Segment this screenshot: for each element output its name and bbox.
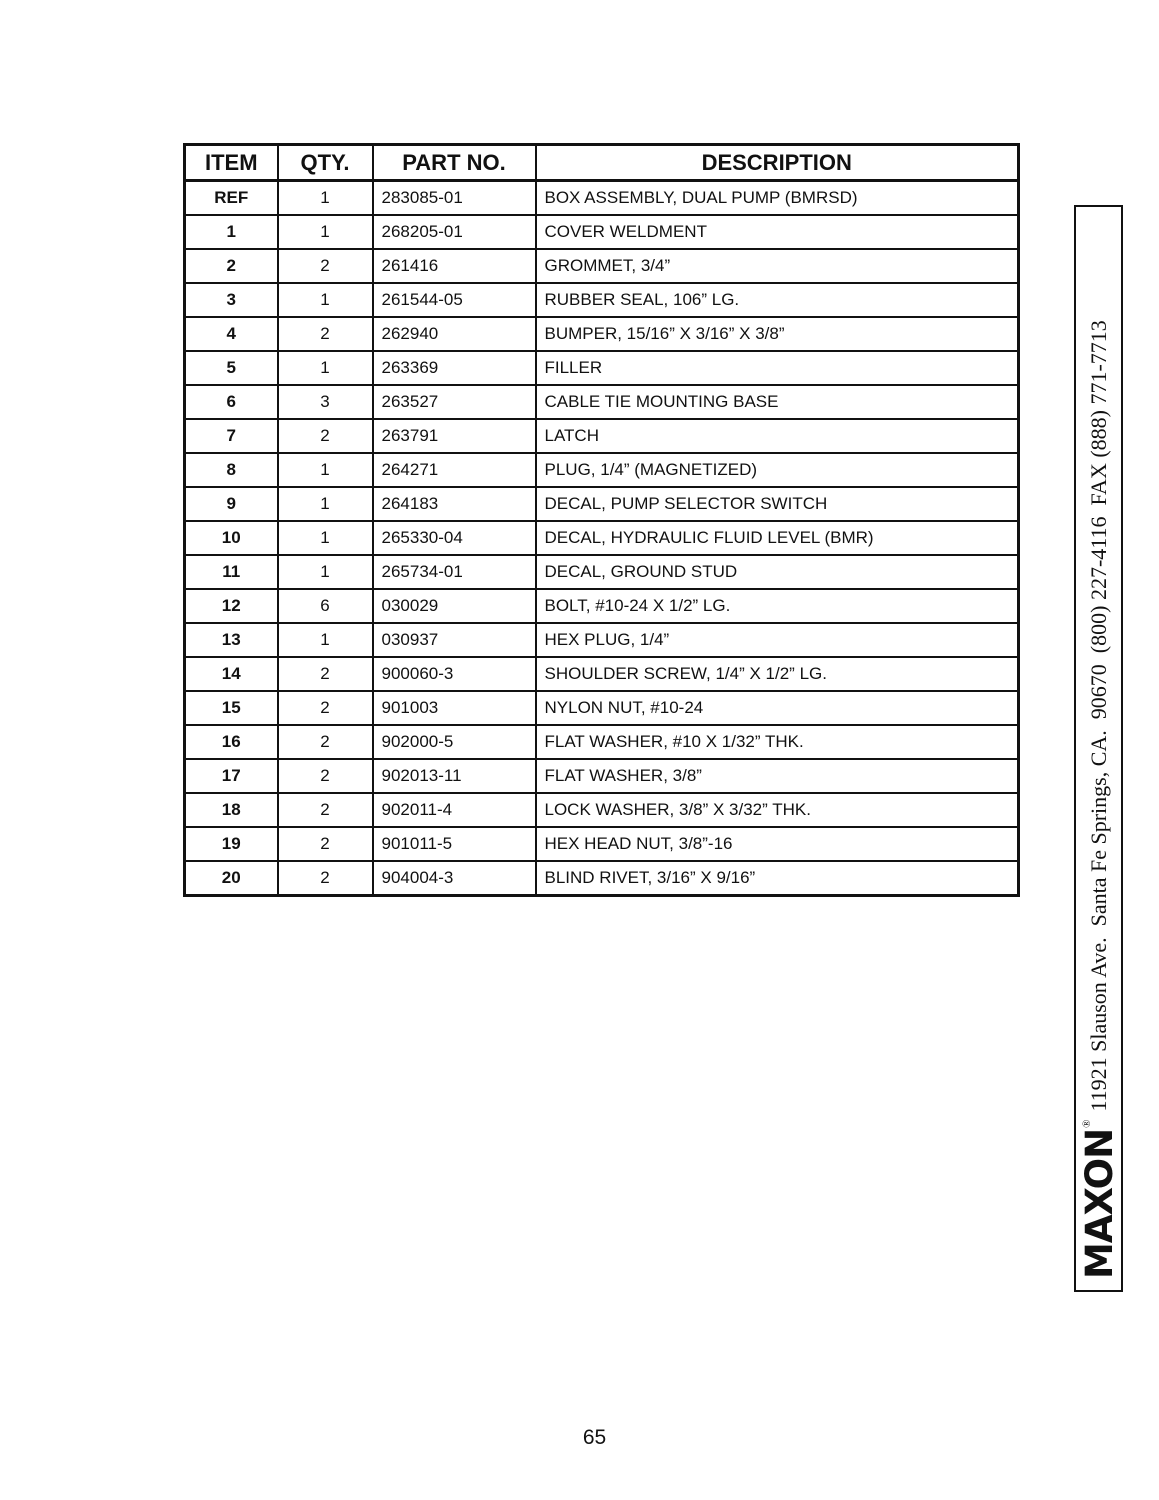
table-header-row (185, 145, 1019, 181)
table-row (185, 589, 1019, 623)
cell-description: BOLT, #10-24 X 1/2” LG. (536, 589, 1019, 623)
cell-description: CABLE TIE MOUNTING BASE (536, 385, 1019, 419)
table-body (185, 181, 1019, 896)
cell-item: 1 (185, 215, 278, 249)
table-row (185, 487, 1019, 521)
cell-description: HEX PLUG, 1/4” (536, 623, 1019, 657)
cell-qty: 3 (278, 385, 373, 419)
header-qty: QTY. (278, 145, 373, 181)
cell-qty: 1 (278, 623, 373, 657)
cell-item: REF (185, 181, 278, 216)
header-item: ITEM (185, 145, 278, 181)
header-part-no: PART NO. (373, 145, 536, 181)
cell-description: BOX ASSEMBLY, DUAL PUMP (BMRSD) (536, 181, 1019, 216)
cell-item: 7 (185, 419, 278, 453)
table-row (185, 419, 1019, 453)
cell-item: 8 (185, 453, 278, 487)
cell-item: 15 (185, 691, 278, 725)
cell-qty: 2 (278, 759, 373, 793)
table-row (185, 283, 1019, 317)
cell-description: GROMMET, 3/4” (536, 249, 1019, 283)
table-row (185, 793, 1019, 827)
cell-part-no: 030029 (373, 589, 536, 623)
cell-part-no: 030937 (373, 623, 536, 657)
cell-item: 4 (185, 317, 278, 351)
header-description: DESCRIPTION (536, 145, 1019, 181)
cell-item: 19 (185, 827, 278, 861)
cell-part-no: 265330-04 (373, 521, 536, 555)
cell-qty: 1 (278, 453, 373, 487)
cell-part-no: 263369 (373, 351, 536, 385)
cell-qty: 1 (278, 283, 373, 317)
cell-qty: 2 (278, 317, 373, 351)
table-row (185, 521, 1019, 555)
cell-qty: 2 (278, 249, 373, 283)
table-row (185, 385, 1019, 419)
table-row (185, 317, 1019, 351)
cell-part-no: 902013-11 (373, 759, 536, 793)
cell-description: DECAL, HYDRAULIC FLUID LEVEL (BMR) (536, 521, 1019, 555)
page-number: 65 (582, 1426, 607, 1449)
cell-description: NYLON NUT, #10-24 (536, 691, 1019, 725)
cell-qty: 1 (278, 351, 373, 385)
cell-item: 12 (185, 589, 278, 623)
table-row (185, 861, 1019, 896)
table-row (185, 623, 1019, 657)
cell-description: PLUG, 1/4” (MAGNETIZED) (536, 453, 1019, 487)
cell-description: COVER WELDMENT (536, 215, 1019, 249)
maxon-logo: MAXON (1077, 1128, 1120, 1279)
table-row (185, 555, 1019, 589)
cell-part-no: 264271 (373, 453, 536, 487)
cell-description: LATCH (536, 419, 1019, 453)
cell-qty: 2 (278, 657, 373, 691)
table-row (185, 657, 1019, 691)
cell-qty: 1 (278, 521, 373, 555)
cell-part-no: 283085-01 (373, 181, 536, 216)
cell-part-no: 900060-3 (373, 657, 536, 691)
cell-part-no: 263527 (373, 385, 536, 419)
table-row (185, 691, 1019, 725)
cell-description: DECAL, GROUND STUD (536, 555, 1019, 589)
cell-qty: 1 (278, 215, 373, 249)
cell-qty: 2 (278, 793, 373, 827)
cell-qty: 2 (278, 827, 373, 861)
cell-item: 3 (185, 283, 278, 317)
table-row (185, 453, 1019, 487)
cell-description: HEX HEAD NUT, 3/8”-16 (536, 827, 1019, 861)
table-row (185, 759, 1019, 793)
cell-qty: 2 (278, 691, 373, 725)
table-row (185, 181, 1019, 216)
cell-description: BUMPER, 15/16” X 3/16” X 3/8” (536, 317, 1019, 351)
cell-description: FLAT WASHER, 3/8” (536, 759, 1019, 793)
cell-item: 17 (185, 759, 278, 793)
cell-part-no: 262940 (373, 317, 536, 351)
cell-qty: 2 (278, 725, 373, 759)
cell-qty: 1 (278, 555, 373, 589)
cell-qty: 6 (278, 589, 373, 623)
cell-part-no: 902011-4 (373, 793, 536, 827)
company-footer-box (1074, 205, 1123, 1292)
cell-item: 10 (185, 521, 278, 555)
parts-list-table (183, 143, 1020, 897)
cell-part-no: 264183 (373, 487, 536, 521)
cell-description: FLAT WASHER, #10 X 1/32” THK. (536, 725, 1019, 759)
table-row (185, 351, 1019, 385)
cell-description: FILLER (536, 351, 1019, 385)
cell-part-no: 261416 (373, 249, 536, 283)
cell-qty: 2 (278, 419, 373, 453)
table-row (185, 725, 1019, 759)
cell-qty: 2 (278, 861, 373, 896)
company-footer (1076, 209, 1122, 1289)
cell-description: RUBBER SEAL, 106” LG. (536, 283, 1019, 317)
cell-item: 5 (185, 351, 278, 385)
cell-part-no: 261544-05 (373, 283, 536, 317)
cell-item: 2 (185, 249, 278, 283)
table-row (185, 215, 1019, 249)
cell-part-no: 268205-01 (373, 215, 536, 249)
cell-description: SHOULDER SCREW, 1/4” X 1/2” LG. (536, 657, 1019, 691)
cell-part-no: 902000-5 (373, 725, 536, 759)
cell-item: 9 (185, 487, 278, 521)
registered-mark: ® (1080, 1119, 1093, 1128)
cell-item: 16 (185, 725, 278, 759)
cell-part-no: 901003 (373, 691, 536, 725)
cell-item: 6 (185, 385, 278, 419)
table-row (185, 249, 1019, 283)
cell-item: 14 (185, 657, 278, 691)
cell-part-no: 904004-3 (373, 861, 536, 896)
company-address: 11921 Slauson Ave. Santa Fe Springs, CA. 90670 (800) 227-4116 FAX (888) 771-7713 (1085, 319, 1111, 1112)
cell-description: BLIND RIVET, 3/16” X 9/16” (536, 861, 1019, 896)
cell-part-no: 901011-5 (373, 827, 536, 861)
cell-qty: 1 (278, 181, 373, 216)
cell-item: 20 (185, 861, 278, 896)
cell-part-no: 263791 (373, 419, 536, 453)
table-row (185, 827, 1019, 861)
cell-description: DECAL, PUMP SELECTOR SWITCH (536, 487, 1019, 521)
cell-item: 18 (185, 793, 278, 827)
cell-description: LOCK WASHER, 3/8” X 3/32” THK. (536, 793, 1019, 827)
cell-item: 11 (185, 555, 278, 589)
cell-part-no: 265734-01 (373, 555, 536, 589)
cell-qty: 1 (278, 487, 373, 521)
cell-item: 13 (185, 623, 278, 657)
